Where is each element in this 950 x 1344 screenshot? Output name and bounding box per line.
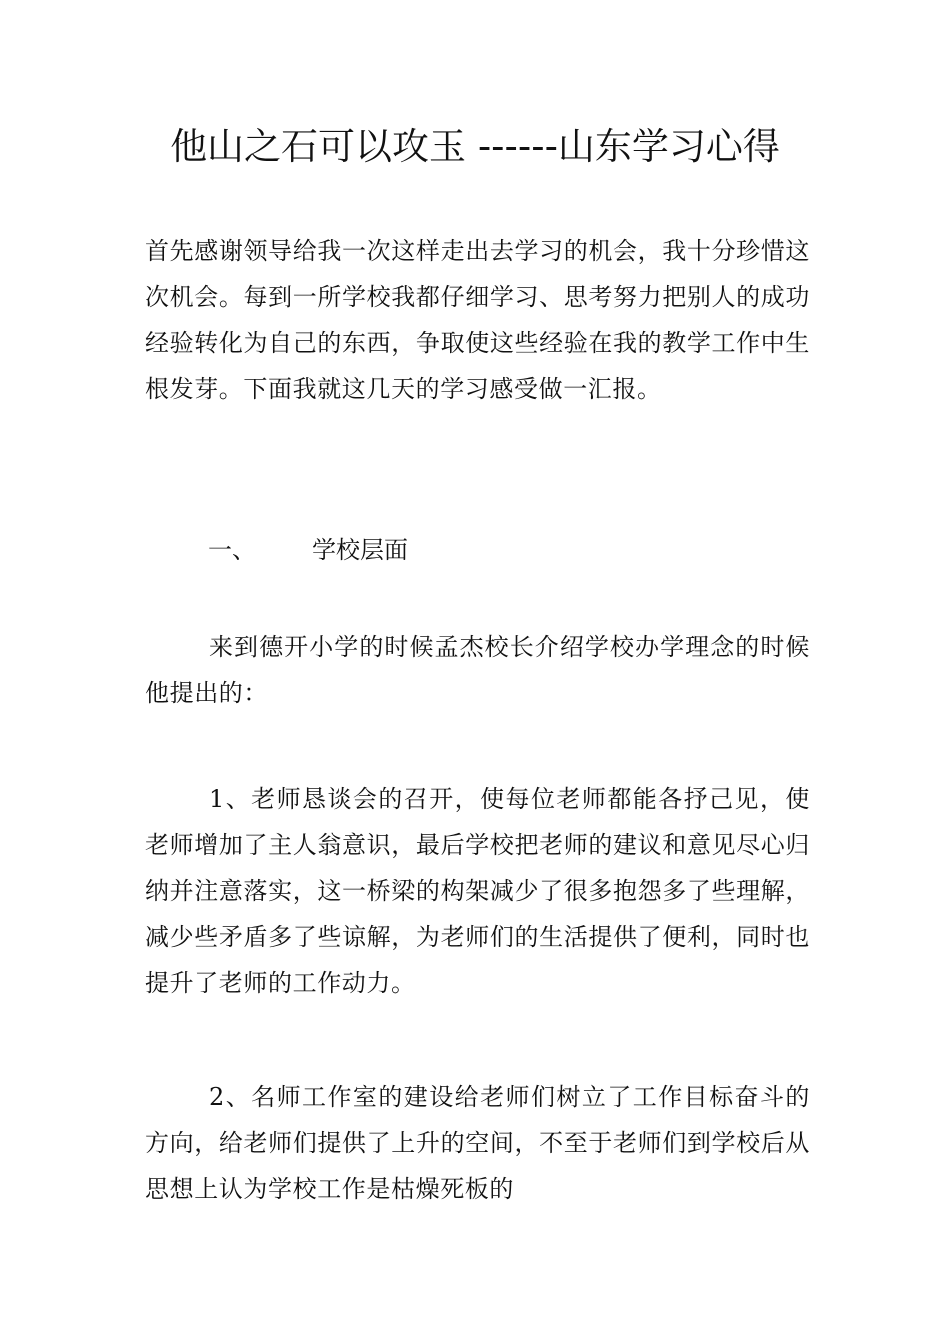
lead-paragraph: 来到德开小学的时候孟杰校长介绍学校办学理念的时候他提出的：	[145, 633, 810, 707]
section-title: 学校层面	[312, 536, 408, 564]
section-number: 一、	[208, 536, 256, 564]
document-title: 他山之石可以攻玉 ------山东学习心得	[170, 125, 780, 168]
point-1-paragraph: 1、老师恳谈会的召开，使每位老师都能各抒己见，使老师增加了主人翁意识，最后学校把老师的建议和意见尽心归纳并注意落实，这一桥梁的构架减少了很多抱怨多了些理解，减少些矛盾多了些谅解，为老师们的生活提供了便利，同时也提升了老师的工作动力。	[145, 785, 810, 997]
section-heading	[208, 530, 408, 570]
point-2-paragraph: 2、名师工作室的建设给老师们树立了工作目标奋斗的方向，给老师们提供了上升的空间，不至于老师们到学校后从思想上认为学校工作是枯燥死板的	[145, 1083, 810, 1203]
intro-paragraph: 首先感谢领导给我一次这样走出去学习的机会，我十分珍惜这次机会。每到一所学校我都仔细学习、思考努力把别人的成功经验转化为自己的东西，争取使这些经验在我的教学工作中生根发芽。下面我就这几天的学习感受做一汇报。	[145, 237, 810, 403]
